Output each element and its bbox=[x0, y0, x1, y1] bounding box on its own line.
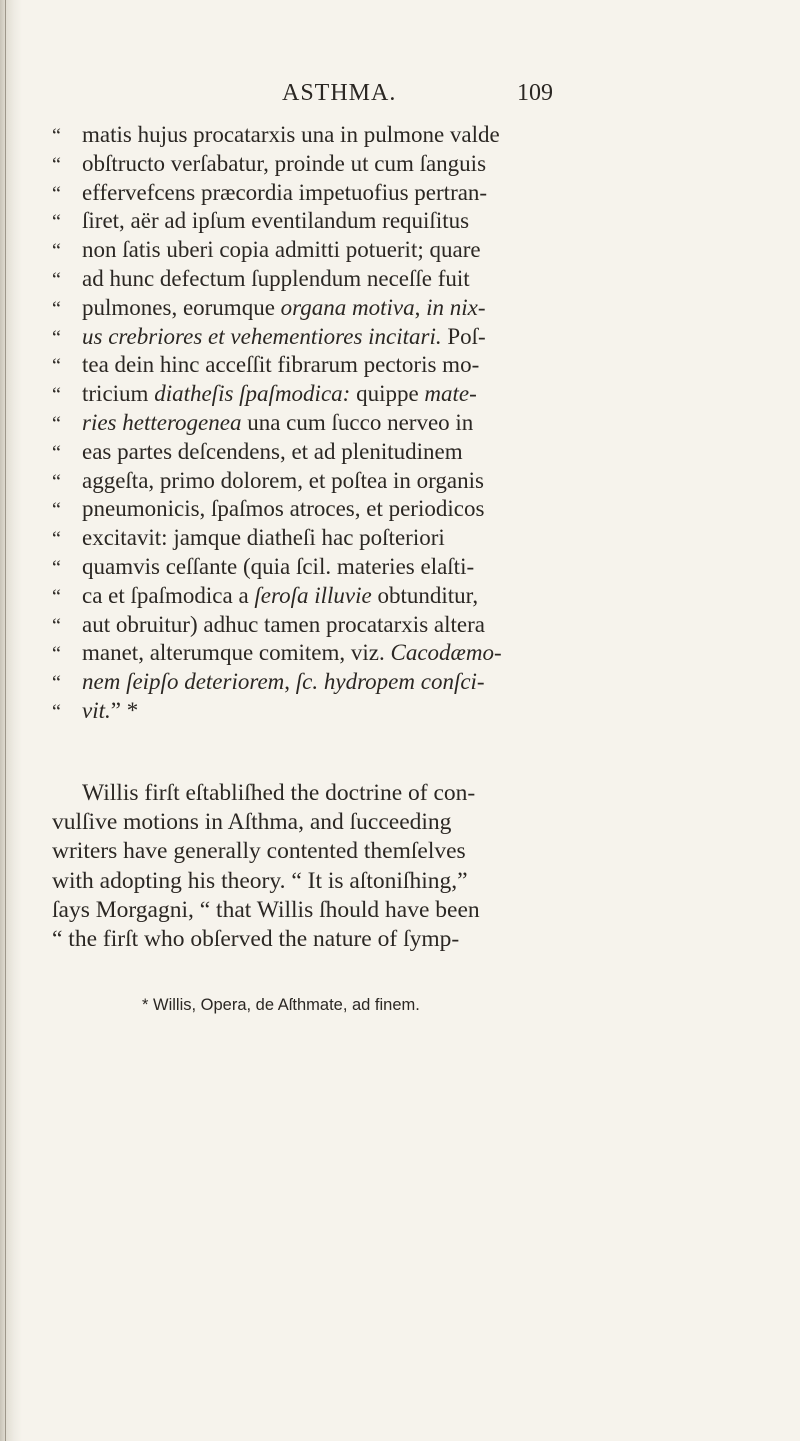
quote-line bbox=[52, 208, 672, 237]
paragraph-line: “ the firſt who obſerved the nature of ſymp- bbox=[52, 925, 460, 952]
roman-run: aut obruitur) adhuc tamen procatarxis altera bbox=[82, 611, 485, 637]
quote-line bbox=[52, 583, 672, 612]
paragraph-line: Willis firſt eſtabliſhed the doctrine of con- bbox=[82, 780, 476, 806]
quote-mark: “ bbox=[52, 556, 61, 579]
roman-run: manet, alterumque comitem, viz. bbox=[82, 640, 391, 666]
quote-line-text bbox=[82, 698, 138, 724]
page-number: 109 bbox=[517, 80, 553, 106]
italic-run: in nix- bbox=[426, 294, 486, 320]
roman-run: pneumonicis, ſpaſmos atroces, et periodicos bbox=[82, 496, 485, 522]
roman-run: ca et ſpaſmodica a bbox=[82, 582, 255, 608]
quote-mark: “ bbox=[52, 672, 61, 695]
quote-line bbox=[52, 122, 672, 151]
quote-line-text bbox=[82, 381, 477, 407]
roman-run: obtunditur, bbox=[371, 582, 479, 608]
quote-line bbox=[52, 612, 672, 641]
roman-run: tea dein hinc acceſſit fibrarum pectoris mo- bbox=[82, 352, 480, 378]
italic-run: us crebriores et vehementiores incitari. bbox=[82, 323, 442, 349]
quote-mark: “ bbox=[52, 384, 61, 407]
roman-run: quamvis ceſſante (quia ſcil. materies elaſti- bbox=[82, 553, 475, 579]
quote-line-text bbox=[82, 496, 484, 522]
book-page bbox=[52, 80, 752, 1410]
quote-mark: “ bbox=[52, 211, 61, 234]
paragraph-line: ſays Morgagni, “ that Willis ſhould have been bbox=[52, 896, 480, 923]
latin-quotation bbox=[52, 122, 672, 727]
quote-mark: “ bbox=[52, 585, 61, 608]
roman-run: pulmones, eorumque bbox=[82, 294, 281, 320]
italic-run: ſc. hydropem conſci- bbox=[295, 669, 485, 695]
roman-run: non ſatis uberi copia admitti potuerit; quare bbox=[82, 237, 481, 263]
italic-run: Cacodæmo- bbox=[390, 640, 502, 666]
quote-mark: “ bbox=[52, 470, 61, 493]
roman-run: eas partes deſcendens, et ad plenitudinem bbox=[82, 438, 463, 464]
quote-line bbox=[52, 640, 672, 669]
quote-mark: “ bbox=[52, 441, 61, 464]
quote-line-text bbox=[82, 352, 479, 378]
italic-run: vit. bbox=[82, 697, 111, 723]
quote-mark: “ bbox=[52, 499, 61, 522]
quote-line-text bbox=[82, 583, 478, 609]
quote-line-text bbox=[82, 410, 473, 436]
roman-run: tricium bbox=[82, 381, 155, 407]
quote-mark: “ bbox=[52, 268, 61, 291]
roman-run: ſiret, aër ad ipſum eventilandum requiſitus bbox=[82, 208, 470, 234]
quote-mark: “ bbox=[52, 643, 61, 666]
quote-line bbox=[52, 525, 672, 554]
paragraph-line: vulſive motions in Aſthma, and ſucceeding bbox=[52, 809, 452, 836]
roman-run: una cum ſucco nerveo in bbox=[241, 409, 474, 435]
italic-run: ſeroſa illuvie bbox=[254, 582, 372, 608]
roman-run: , bbox=[284, 669, 296, 695]
quote-mark: “ bbox=[52, 700, 61, 723]
quote-line bbox=[52, 180, 672, 209]
quote-mark: “ bbox=[52, 153, 61, 176]
quote-line-text bbox=[82, 151, 486, 177]
footnote: * Willis, Opera, de Aſthmate, ad finem. bbox=[142, 996, 420, 1014]
quote-line-text bbox=[82, 208, 469, 234]
running-head bbox=[52, 80, 752, 120]
paragraph-line: writers have generally contented themſelves bbox=[52, 838, 466, 865]
quote-line bbox=[52, 496, 672, 525]
quote-mark: “ bbox=[52, 297, 61, 320]
roman-run: ad hunc defectum ſupplendum neceſſe fuit bbox=[82, 265, 470, 291]
quote-mark: “ bbox=[52, 326, 61, 349]
quote-line bbox=[52, 266, 672, 295]
english-paragraph bbox=[52, 780, 672, 955]
quote-line bbox=[52, 237, 672, 266]
quote-line bbox=[52, 439, 672, 468]
roman-run: effervefcens præcordia impetuofius pertran- bbox=[82, 179, 488, 205]
quote-line bbox=[52, 554, 672, 583]
quote-line-text bbox=[82, 612, 485, 638]
quote-mark: “ bbox=[52, 125, 61, 147]
quote-line bbox=[52, 381, 672, 410]
quote-line bbox=[52, 324, 672, 353]
italic-run: organa motiva bbox=[280, 294, 415, 320]
roman-run: quippe bbox=[350, 381, 425, 407]
roman-run: aggeſta, primo dolorem, et poſtea in organis bbox=[82, 467, 484, 493]
roman-run: matis hujus procatarxis una in pulmone valde bbox=[82, 122, 500, 147]
quote-line-text bbox=[82, 525, 445, 551]
quote-line-text bbox=[82, 640, 502, 666]
quote-line-text bbox=[82, 295, 486, 321]
roman-run: obſtructo verſabatur, proinde ut cum ſanguis bbox=[82, 150, 487, 176]
quote-line-text bbox=[82, 122, 500, 148]
roman-run: excitavit: jamque diatheſi hac poſteriori bbox=[82, 525, 445, 551]
quote-mark: “ bbox=[52, 182, 61, 205]
quote-mark: “ bbox=[52, 240, 61, 263]
quote-line-text bbox=[82, 554, 474, 580]
page-binding-edge bbox=[0, 0, 22, 1441]
italic-run: diatheſis ſpaſmodica: bbox=[154, 381, 351, 407]
italic-run: mate- bbox=[424, 381, 477, 407]
quote-mark: “ bbox=[52, 614, 61, 637]
paragraph-line: with adopting his theory. “ It is aſtoniſhing,” bbox=[52, 867, 468, 894]
quote-mark: “ bbox=[52, 355, 61, 378]
quote-line-text bbox=[82, 439, 463, 465]
quote-line-text bbox=[82, 324, 486, 350]
quote-line bbox=[52, 352, 672, 381]
quote-line bbox=[52, 669, 672, 698]
roman-run: ” * bbox=[110, 697, 139, 723]
quote-line bbox=[52, 151, 672, 180]
roman-run: , bbox=[414, 294, 427, 320]
quote-line bbox=[52, 410, 672, 439]
quote-line bbox=[52, 468, 672, 497]
roman-run: Poſ- bbox=[441, 323, 486, 349]
quote-line-text bbox=[82, 266, 470, 292]
quote-line-text bbox=[82, 180, 487, 206]
quote-line bbox=[52, 698, 672, 727]
italic-run: ries hetterogenea bbox=[82, 409, 242, 435]
running-title: ASTHMA. bbox=[282, 80, 397, 106]
quote-mark: “ bbox=[52, 528, 61, 551]
quote-line-text bbox=[82, 237, 481, 263]
quote-line bbox=[52, 295, 672, 324]
italic-run: nem ſeipſo deteriorem bbox=[82, 669, 285, 695]
quote-line-text bbox=[82, 669, 485, 695]
binding-shadow-line bbox=[5, 0, 6, 1441]
quote-mark: “ bbox=[52, 412, 61, 435]
quote-line-text bbox=[82, 468, 484, 494]
